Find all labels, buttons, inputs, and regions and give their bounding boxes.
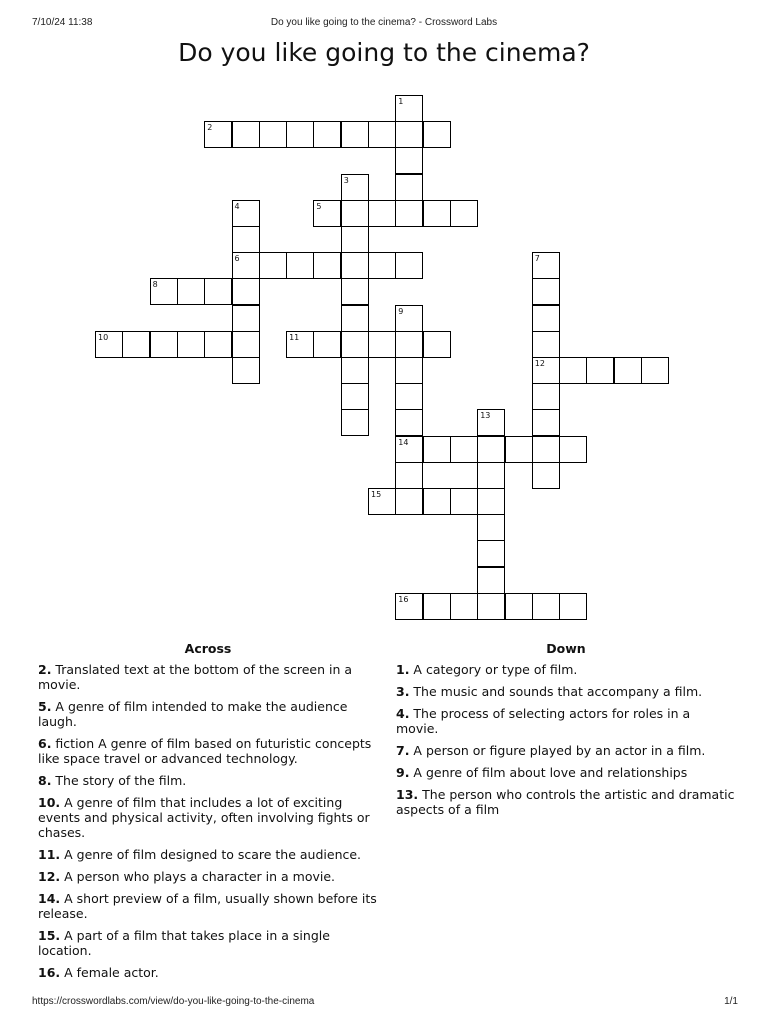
grid-cell[interactable] <box>395 95 423 122</box>
clue-number: 14 <box>398 437 409 447</box>
grid-cell[interactable] <box>232 252 260 279</box>
grid-cell[interactable] <box>532 278 560 305</box>
grid-cell[interactable] <box>586 357 614 384</box>
across-heading: Across <box>184 641 232 656</box>
grid-cell[interactable] <box>477 409 505 436</box>
grid-cell[interactable] <box>477 567 505 594</box>
clue-number: 14. <box>38 891 61 906</box>
grid-cell[interactable] <box>395 436 423 463</box>
clue-text: A genre of film that includes a lot of exciting events and physical activity, often involving fights or chases. <box>38 795 370 840</box>
clue-number: 1. <box>396 662 410 677</box>
grid-cell[interactable] <box>559 436 587 463</box>
grid-cell[interactable] <box>641 357 669 384</box>
clue-number: 10. <box>38 795 61 810</box>
clue-text: The person who controls the artistic and dramatic aspects of a film <box>396 787 735 817</box>
grid-cell[interactable] <box>286 252 314 279</box>
grid-cell[interactable] <box>532 462 560 489</box>
grid-cell[interactable] <box>395 357 423 384</box>
grid-cell[interactable] <box>532 593 560 620</box>
grid-cell[interactable] <box>423 436 451 463</box>
grid-cell[interactable] <box>177 331 205 358</box>
grid-cell[interactable] <box>368 200 396 227</box>
clue-number: 8. <box>38 773 52 788</box>
grid-cell[interactable] <box>286 121 314 148</box>
grid-cell[interactable] <box>505 593 533 620</box>
down-clue <box>396 743 736 758</box>
grid-cell[interactable] <box>341 383 369 410</box>
grid-cell[interactable] <box>313 121 341 148</box>
clue-number: 13 <box>480 411 491 421</box>
grid-cell[interactable] <box>614 357 642 384</box>
grid-cell[interactable] <box>559 593 587 620</box>
grid-cell[interactable] <box>259 121 287 148</box>
grid-cell[interactable] <box>341 226 369 253</box>
grid-cell[interactable] <box>395 593 423 620</box>
grid-cell[interactable] <box>450 488 478 515</box>
print-datetime: 7/10/24 11:38 <box>32 17 93 28</box>
clue-text: A genre of film about love and relationships <box>409 765 688 780</box>
grid-cell[interactable] <box>368 488 396 515</box>
clue-text: The process of selecting actors for roles in a movie. <box>396 706 691 736</box>
grid-cell[interactable] <box>477 514 505 541</box>
grid-cell[interactable] <box>341 121 369 148</box>
grid-cell[interactable] <box>395 488 423 515</box>
clue-number: 2. <box>38 662 52 677</box>
grid-cell[interactable] <box>559 357 587 384</box>
grid-cell[interactable] <box>477 462 505 489</box>
across-clue <box>38 795 378 840</box>
grid-cell[interactable] <box>395 174 423 201</box>
grid-cell[interactable] <box>395 147 423 174</box>
clue-text: A part of a film that takes place in a single location. <box>38 928 330 958</box>
clue-number: 7 <box>534 254 540 264</box>
grid-cell[interactable] <box>368 121 396 148</box>
grid-cell[interactable] <box>204 331 232 358</box>
grid-cell[interactable] <box>232 305 260 332</box>
grid-cell[interactable] <box>341 200 369 227</box>
clue-number: 16. <box>38 965 61 980</box>
grid-cell[interactable] <box>395 121 423 148</box>
grid-cell[interactable] <box>232 331 260 358</box>
footer-url: https://crosswordlabs.com/view/do-you-like-going-to-the-cinema <box>32 996 315 1007</box>
grid-cell[interactable] <box>204 278 232 305</box>
grid-cell[interactable] <box>232 121 260 148</box>
across-clue <box>38 662 378 692</box>
grid-cell[interactable] <box>477 488 505 515</box>
down-clue <box>396 787 736 817</box>
grid-cell[interactable] <box>395 409 423 436</box>
clue-number: 3 <box>343 175 349 185</box>
clue-text: A female actor. <box>60 965 159 980</box>
grid-cell[interactable] <box>395 462 423 489</box>
clue-text: The story of the film. <box>51 773 187 788</box>
grid-cell[interactable] <box>259 252 287 279</box>
clue-number: 7. <box>396 743 410 758</box>
clue-text: A genre of film intended to make the audience laugh. <box>38 699 348 729</box>
grid-cell[interactable] <box>150 278 178 305</box>
grid-cell[interactable] <box>395 252 423 279</box>
across-clue <box>38 773 378 788</box>
clue-number: 10 <box>98 332 109 342</box>
clue-text: A category or type of film. <box>409 662 578 677</box>
grid-cell[interactable] <box>532 357 560 384</box>
grid-cell[interactable] <box>122 331 150 358</box>
grid-cell[interactable] <box>477 436 505 463</box>
down-clue <box>396 706 736 736</box>
clue-number: 15. <box>38 928 61 943</box>
grid-cell[interactable] <box>368 252 396 279</box>
clue-number: 4 <box>234 201 240 211</box>
grid-cell[interactable] <box>177 278 205 305</box>
grid-cell[interactable] <box>313 200 341 227</box>
grid-cell[interactable] <box>423 200 451 227</box>
page-title: Do you like going to the cinema? <box>178 38 590 67</box>
across-clue <box>38 965 378 980</box>
clue-number: 12 <box>534 359 545 368</box>
across-clue <box>38 847 378 862</box>
clue-number: 8 <box>152 280 158 290</box>
grid-cell[interactable] <box>341 252 369 279</box>
grid-cell[interactable] <box>341 357 369 384</box>
clue-number: 9 <box>398 306 404 316</box>
down-heading: Down <box>546 641 586 656</box>
clue-number: 11. <box>38 847 61 862</box>
grid-cell[interactable] <box>150 331 178 358</box>
clue-number: 13. <box>396 787 419 802</box>
grid-cell[interactable] <box>232 278 260 305</box>
clue-number: 11 <box>289 332 300 342</box>
clue-number: 3. <box>396 684 410 699</box>
grid-cell[interactable] <box>395 383 423 410</box>
grid-cell[interactable] <box>232 200 260 227</box>
clue-number: 15 <box>371 490 382 499</box>
across-clue <box>38 736 378 766</box>
grid-cell[interactable] <box>532 409 560 436</box>
clue-number: 6 <box>234 254 240 264</box>
down-clues <box>396 641 736 824</box>
clue-number: 4. <box>396 706 410 721</box>
grid-cell[interactable] <box>232 357 260 384</box>
grid-cell[interactable] <box>532 305 560 332</box>
down-clue <box>396 684 736 699</box>
clue-text: The music and sounds that accompany a film. <box>409 684 703 699</box>
grid-cell[interactable] <box>532 436 560 463</box>
clue-number: 6. <box>38 736 52 751</box>
grid-cell[interactable] <box>505 436 533 463</box>
grid-cell[interactable] <box>341 174 369 201</box>
grid-cell[interactable] <box>477 593 505 620</box>
across-clue <box>38 891 378 921</box>
grid-cell[interactable] <box>532 383 560 410</box>
grid-cell[interactable] <box>450 200 478 227</box>
clue-text: A short preview of a film, usually shown before its release. <box>38 891 377 921</box>
clue-number: 1 <box>398 97 404 106</box>
grid-cell[interactable] <box>341 409 369 436</box>
grid-cell[interactable] <box>532 331 560 358</box>
grid-cell[interactable] <box>477 540 505 567</box>
clue-text: A person who plays a character in a movie. <box>60 869 336 884</box>
grid-cell[interactable] <box>423 331 451 358</box>
grid-cell[interactable] <box>368 331 396 358</box>
grid-cell[interactable] <box>395 200 423 227</box>
clue-number: 2 <box>207 123 213 133</box>
grid-cell[interactable] <box>341 278 369 305</box>
print-tab-title: Do you like going to the cinema? - Crossword Labs <box>270 17 498 28</box>
grid-cell[interactable] <box>450 436 478 463</box>
down-clue <box>396 662 736 677</box>
across-clue <box>38 869 378 884</box>
grid-cell[interactable] <box>423 488 451 515</box>
grid-cell[interactable] <box>95 331 123 358</box>
across-clue <box>38 699 378 729</box>
grid-cell[interactable] <box>341 331 369 358</box>
grid-cell[interactable] <box>423 121 451 148</box>
clue-text: Translated text at the bottom of the screen in a movie. <box>38 662 353 692</box>
clue-number: 16 <box>398 594 409 604</box>
grid-cell[interactable] <box>395 305 423 332</box>
across-clue <box>38 928 378 958</box>
clue-number: 9. <box>396 765 410 780</box>
across-clues <box>38 641 378 987</box>
footer-page-number: 1/1 <box>724 996 738 1007</box>
grid-cell[interactable] <box>532 252 560 279</box>
grid-cell[interactable] <box>395 331 423 358</box>
grid-cell[interactable] <box>313 252 341 279</box>
down-clue <box>396 765 736 780</box>
grid-cell[interactable] <box>286 331 314 358</box>
clue-text: A genre of film designed to scare the audience. <box>60 847 362 862</box>
clue-text: A person or figure played by an actor in a film. <box>409 743 706 758</box>
grid-cell[interactable] <box>341 305 369 332</box>
grid-cell[interactable] <box>232 226 260 253</box>
clue-number: 12. <box>38 869 61 884</box>
clue-number: 5 <box>316 201 322 211</box>
grid-cell[interactable] <box>450 593 478 620</box>
grid-cell[interactable] <box>423 593 451 620</box>
grid-cell[interactable] <box>204 121 232 148</box>
clue-number: 5. <box>38 699 52 714</box>
grid-cell[interactable] <box>313 331 341 358</box>
clue-text: fiction A genre of film based on futuristic concepts like space travel or advanced technology. <box>38 736 372 766</box>
